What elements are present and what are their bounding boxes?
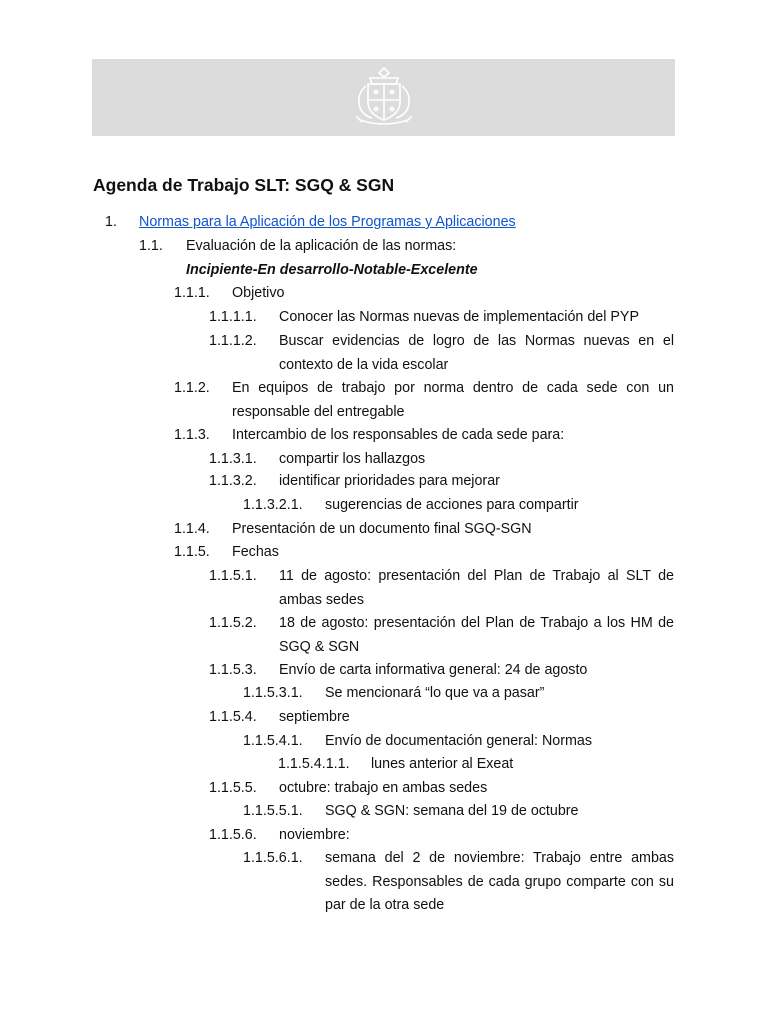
item-number: 1.1.5.5. xyxy=(209,780,257,796)
item-text: lunes anterior al Exeat xyxy=(371,756,514,772)
item-number: 1.1.1. xyxy=(174,285,210,301)
item-number: 1.1.3. xyxy=(174,427,210,443)
scale-levels: Incipiente-En desarrollo-Notable-Excelente xyxy=(186,262,478,278)
item-number: 1.1.5.4. xyxy=(209,709,257,725)
item-number: 1.1.2. xyxy=(174,380,210,396)
item-number: 1.1.5.2. xyxy=(209,615,257,631)
item-number: 1.1.1.1. xyxy=(209,309,257,325)
item-text: compartir los hallazgos xyxy=(279,451,426,467)
item-text: Envío de documentación general: Normas xyxy=(325,733,593,749)
item-text: noviembre: xyxy=(279,827,350,843)
item-number: 1.1.3.2. xyxy=(209,473,257,489)
item-number: 1.1.5.5.1. xyxy=(243,803,303,819)
item-text: septiembre xyxy=(279,709,350,725)
item-text: identificar prioridades para mejorar xyxy=(279,473,500,489)
item-number: 1.1.5. xyxy=(174,544,210,560)
item-number: 1.1.1.2. xyxy=(209,333,257,349)
item-text: SGQ & SGN: semana del 19 de octubre xyxy=(325,803,579,819)
item-text: 11 de agosto: presentación del Plan de Trabajo al SLT de ambas sedes xyxy=(279,568,674,608)
item-text: octubre: trabajo en ambas sedes xyxy=(279,780,488,796)
item-number: 1.1.4. xyxy=(174,521,210,537)
item-text: semana del 2 de noviembre: Trabajo entre ambas sedes. Responsables de cada grupo comparte con su par de la otra sede xyxy=(325,850,674,913)
item-text: Intercambio de los responsables de cada sede para: xyxy=(232,427,565,443)
item-number: 1.1. xyxy=(139,238,163,254)
item-text: Objetivo xyxy=(232,285,285,301)
item-number: 1.1.3.2.1. xyxy=(243,497,303,513)
item-number: 1.1.5.4.1. xyxy=(243,733,303,749)
item-number: 1.1.5.1. xyxy=(209,568,257,584)
document-title: Agenda de Trabajo SLT: SGQ & SGN xyxy=(93,175,395,195)
item-text: Buscar evidencias de logro de las Normas nuevas en el contexto de la vida escolar xyxy=(279,333,674,373)
item-number: 1. xyxy=(105,214,117,230)
item-number: 1.1.5.3. xyxy=(209,662,257,678)
item-text: En equipos de trabajo por norma dentro de cada sede con un responsable del entregable xyxy=(232,380,674,420)
item-text: Evaluación de la aplicación de las normas: xyxy=(186,238,457,254)
school-crest-icon xyxy=(346,64,422,130)
item-text: Fechas xyxy=(232,544,279,560)
item-number: 1.1.5.4.1.1. xyxy=(278,756,350,772)
item-number: 1.1.5.6.1. xyxy=(243,850,303,866)
item-text: Envío de carta informativa general: 24 de agosto xyxy=(279,662,588,678)
item-number: 1.1.5.3.1. xyxy=(243,685,303,701)
item-number: 1.1.3.1. xyxy=(209,451,257,467)
header-banner xyxy=(92,59,675,136)
item-number: 1.1.5.6. xyxy=(209,827,257,843)
item-text: Presentación de un documento final SGQ-SGN xyxy=(232,521,532,537)
item-text: Conocer las Normas nuevas de implementación del PYP xyxy=(279,309,639,325)
item-text: sugerencias de acciones para compartir xyxy=(325,497,579,513)
section-link[interactable]: Normas para la Aplicación de los Programas y Aplicaciones xyxy=(139,214,516,230)
item-text: 18 de agosto: presentación del Plan de Trabajo a los HM de SGQ & SGN xyxy=(279,615,674,655)
item-text: Se mencionará “lo que va a pasar” xyxy=(325,685,545,701)
